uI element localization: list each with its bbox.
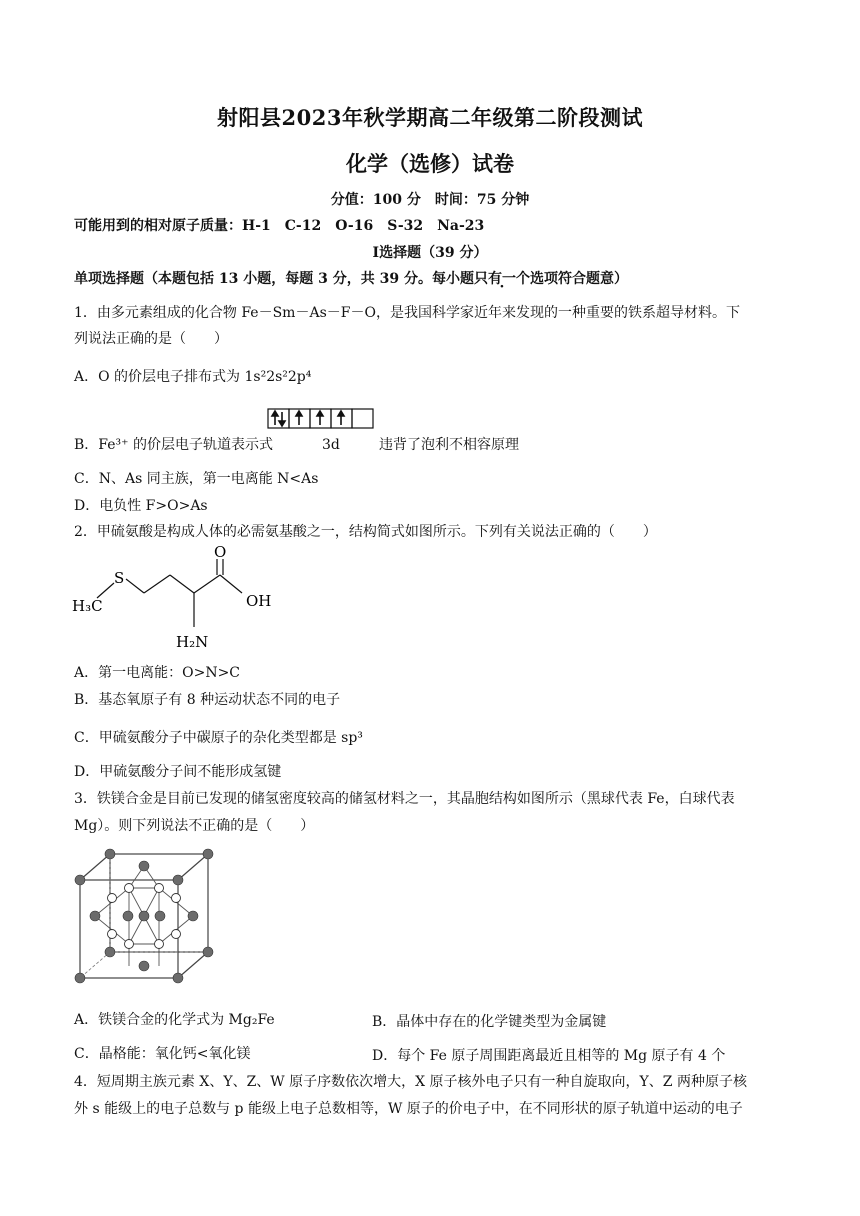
instruction-post: 选项符合题意） [529, 271, 628, 287]
q4-stem-line1: 4．短周期主族元素 X、Y、Z、W 原子序数依次增大，X 原子核外电子只有一种自旋取向，Y、Z 两种原子核 [74, 1074, 747, 1090]
struct-o: O [214, 545, 227, 561]
instruction-pre: 单项选择题（本题包括 13 小题，每题 3 分，共 39 分。每小题 [74, 271, 474, 287]
section-heading: Ⅰ选择题（39 分） [372, 245, 488, 261]
q1-option-b-pre: B．Fe³⁺ 的价层电子轨道表示式 [74, 437, 273, 453]
q3-stem-line1: 3．铁镁合金是目前已发现的储氢密度较高的储氢材料之一，其晶胞结构如图所示（黑球代表 Fe，白球代表 [74, 791, 735, 807]
q1-orbital-label: 3d [322, 437, 340, 453]
struct-h3c: H₃C [72, 597, 103, 615]
q3-option-b: B．晶体中存在的化学键类型为金属键 [372, 1014, 607, 1030]
struct-h2n: H₂N [176, 633, 209, 651]
q2-option-c: C．甲硫氨酸分子中碳原子的杂化类型都是 sp³ [74, 730, 363, 746]
q1-option-a: A．O 的价层电子排布式为 1s²2s²2p⁴ [74, 369, 312, 385]
q1-stem-line1: 1．由多元素组成的化合物 Fe－Sm－As－F－O，是我国科学家近年来发现的一种重要的铁系超导材料。下 [74, 305, 740, 321]
q2-stem: 2．甲硫氨酸是构成人体的必需氨基酸之一，结构简式如图所示。下列有关说法正确的（ ） [74, 524, 657, 540]
atomic-masses: 可能用到的相对原子质量：H-1 C-12 O-16 S-32 Na-23 [74, 218, 485, 234]
q4-stem-line2: 外 s 能级上的电子总数与 p 能级上电子总数相等，W 原子的价电子中，在不同形状的原子轨道中运动的电子 [74, 1101, 743, 1117]
score-time: 分值：100 分 时间：75 分钟 [330, 192, 530, 208]
exam-title: 射阳县2023年秋学期高二年级第二阶段测试 [217, 105, 643, 130]
q1-option-b-post: 违背了泡利不相容原理 [379, 437, 519, 453]
q3-option-c: C．晶格能：氧化钙<氧化镁 [74, 1046, 251, 1062]
q3-stem-line2: Mg）。则下列说法不正确的是（ ） [74, 818, 315, 834]
struct-oh: OH [246, 592, 272, 610]
q2-option-b: B．基态氧原子有 8 种运动状态不同的电子 [74, 692, 341, 708]
exam-subtitle: 化学（选修）试卷 [346, 151, 514, 176]
crystal-cell-diagram [70, 846, 220, 991]
q1-stem-line2: 列说法正确的是（ ） [74, 331, 228, 347]
q2-option-d: D．甲硫氨酸分子间不能形成氢键 [74, 764, 282, 780]
q1-orbital-diagram [267, 408, 379, 430]
section-instruction [74, 270, 628, 288]
q2-option-a: A．第一电离能：O>N>C [74, 665, 241, 681]
q1-option-c: C．N、As 同主族，第一电离能 N<As [74, 471, 319, 487]
methionine-structure [70, 545, 290, 660]
instruction-dotted: 只有一个 [473, 271, 530, 287]
struct-s: S [114, 569, 125, 587]
q1-option-d: D．电负性 F>O>As [74, 498, 208, 514]
q3-option-a: A．铁镁合金的化学式为 Mg₂Fe [74, 1012, 275, 1028]
q3-option-d: D．每个 Fe 原子周围距离最近且相等的 Mg 原子有 4 个 [372, 1048, 726, 1064]
